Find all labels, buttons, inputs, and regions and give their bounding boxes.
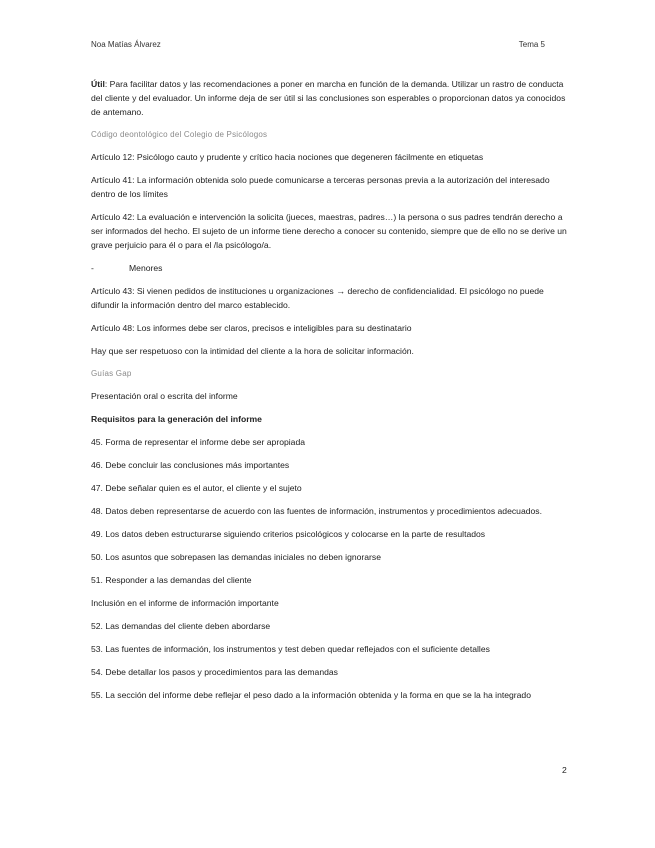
list-item: 52. Las demandas del cliente deben abordarse (91, 621, 271, 631)
list-item: 50. Los asuntos que sobrepasen las demandas iniciales no deben ignorarse (91, 552, 381, 562)
list-item: 47. Debe señalar quien es el autor, el cliente y el sujeto (91, 483, 302, 493)
list-item: 46. Debe concluir las conclusiones más importantes (91, 460, 290, 470)
header-topic: Tema 5 (518, 40, 545, 49)
list-item: 55. La sección del informe debe reflejar el peso dado a la información obtenida y la forma en que se la ha integrado (91, 690, 531, 700)
requisitos-heading: Requisitos para la generación del informe (91, 414, 262, 424)
article-41: Artículo 41: La información obtenida solo puede comunicarse a terceras personas previa a la autorización del interesado dentro de los límites (91, 175, 550, 199)
article-43-after: derecho de confidencialidad. El psicólogo no puede difundir la información dentro del marco establecido. (91, 286, 544, 310)
list-item: 54. Debe detallar los pasos y procedimientos para las demandas (91, 667, 338, 677)
heading-gap: Guías Gap (91, 369, 132, 378)
list-item: 48. Datos deben representarse de acuerdo con las fuentes de información, instrumentos y procedimientos adecuados. (91, 506, 542, 516)
article-48: Artículo 48: Los informes debe ser claros, precisos e inteligibles para su destinatario (91, 323, 412, 333)
list-item: 49. Los datos deben estructurarse siguiendo criterios psicológicos y colocarse en la parte de resultados (91, 529, 486, 539)
bullet-text: Menores (129, 263, 163, 273)
util-label: Útil (91, 79, 105, 89)
document-body (91, 77, 571, 711)
list-item: 53. Las fuentes de información, los instrumentos y test deben quedar reflejados con el suficiente detalles (91, 644, 490, 654)
arrow-icon: → (336, 286, 346, 296)
util-paragraph (91, 77, 571, 119)
article-43-before: Artículo 43: Si vienen pedidos de instituciones u organizaciones (91, 286, 337, 296)
article-12: Artículo 12: Psicólogo cauto y prudente y crítico hacia nociones que degeneren fácilmente en etiquetas (91, 152, 484, 162)
respeto-paragraph: Hay que ser respetuoso con la intimidad del cliente a la hora de solicitar información. (91, 346, 414, 356)
list-item: 45. Forma de representar el informe debe ser apropiada (91, 437, 306, 447)
list-item: 51. Responder a las demandas del cliente (91, 575, 252, 585)
header-author: Noa Matías Álvarez (91, 40, 161, 49)
presentacion-paragraph: Presentación oral o escrita del informe (91, 391, 238, 401)
inclusion-paragraph: Inclusión en el informe de información importante (91, 598, 279, 608)
page-number: 2 (562, 765, 567, 775)
bullet-dash: - (91, 263, 94, 273)
util-text: : Para facilitar datos y las recomendaciones a poner en marcha en función de la demanda. Utilizar un rastro de conducta del cliente y del evaluador. Un informe deja de ser útil si las conclusiones son esperables o proporcionan datos ya conocidos de antemano. (91, 79, 566, 117)
article-42: Artículo 42: La evaluación e intervención la solicita (jueces, maestras, padres…) la persona o sus padres tendrán derecho a ser informados del hecho. El sujeto de un informe tiene derecho a conocer su contenido, siempre que de ello no se derive un grave perjuicio para él o para el /la psicólogo/a. (91, 212, 567, 250)
bullet-menores (91, 261, 571, 275)
page-header (91, 40, 545, 54)
article-43 (91, 284, 571, 312)
heading-codigo: Código deontológico del Colegio de Psicólogos (91, 130, 268, 139)
